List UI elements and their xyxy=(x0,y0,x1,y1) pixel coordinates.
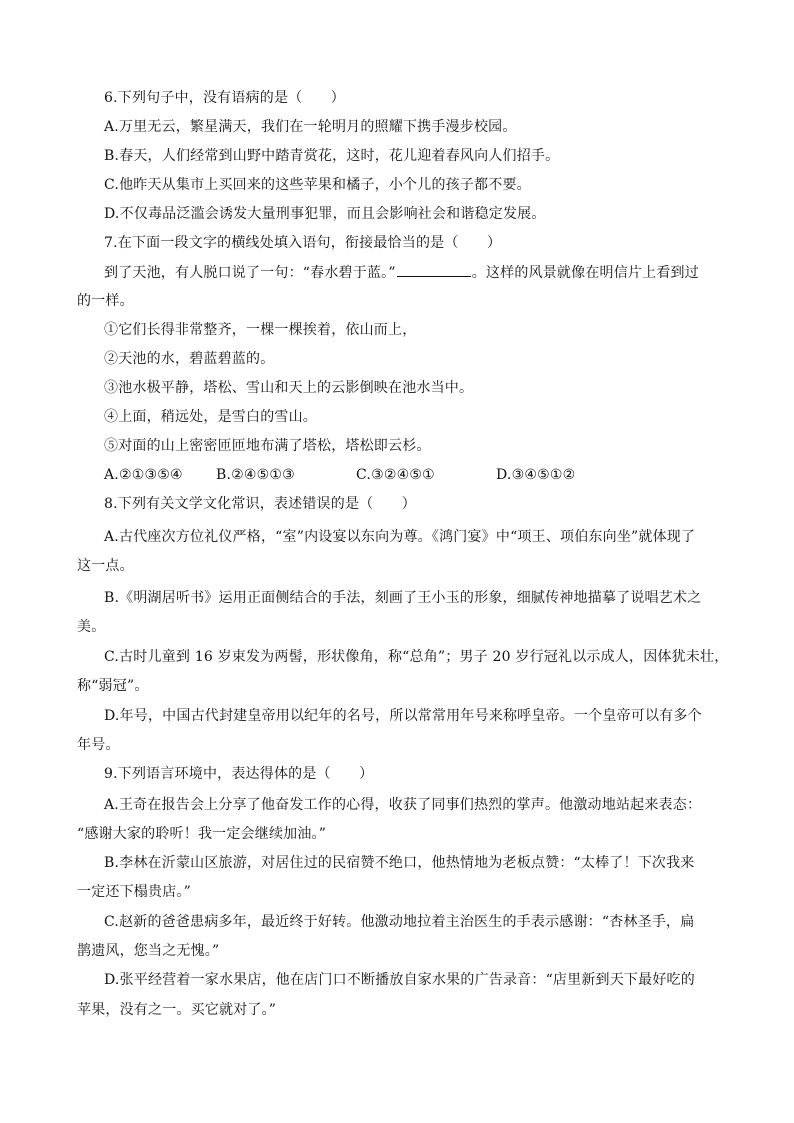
q8-option-b-line1: B.《明湖居听书》运用正面侧结合的手法，刻画了王小玉的形象，细腻传神地描摹了说唱艺术之 xyxy=(104,590,702,606)
q7-sentence-1: ①它们长得非常整齐，一棵一棵挨着，依山而上， xyxy=(104,322,417,338)
q8-option-c-line1: C.古时儿童到 16 岁束发为两髻，形状像角，称“总角”；男子 20 岁行冠礼以示成人，因体犹未壮， xyxy=(104,649,729,665)
q6-stem: 6.下列句子中，没有语病的是（ ） xyxy=(104,90,345,106)
q8-option-d-line1: D.年号，中国古代封建皇帝用以纪年的名号，所以常常用年号来称呼皇帝。一个皇帝可以有多个 xyxy=(104,708,702,724)
q7-option-b: B.②④⑤①③ xyxy=(216,467,295,483)
q7-stem: 7.在下面一段文字的横线处填入语句，衔接最恰当的是（ ） xyxy=(104,235,502,251)
q7-option-d: D.③④⑤①② xyxy=(496,467,576,483)
q8-option-c-line2: 称“弱冠”。 xyxy=(77,678,149,694)
q7-passage-line1 xyxy=(104,262,699,283)
q9-option-b-line1: B.李林在沂蒙山区旅游，对居住过的民宿赞不绝口，他热情地为老板点赞：“太棒了！下次我来 xyxy=(104,855,695,871)
q7-sentence-5: ⑤对面的山上密密匝匝地布满了塔松，塔松即云杉。 xyxy=(104,438,431,454)
q9-option-a-line2: “感谢大家的聆听！我一定会继续加油。” xyxy=(77,826,327,842)
q7-sentence-2: ②天池的水，碧蓝碧蓝的。 xyxy=(104,351,275,367)
q7-passage-after: 。这样的风景就像在明信片上看到过 xyxy=(471,265,699,281)
q9-stem: 9.下列语言环境中，表达得体的是（ ） xyxy=(104,766,374,782)
q7-option-c: C.③②④⑤① xyxy=(356,467,435,483)
q8-option-a-line1: A.古代座次方位礼仪严格，“室”内设宴以东向为尊。《鸿门宴》中“项王、项伯东向坐”就体现了 xyxy=(104,529,696,545)
q8-option-a-line2: 这一点。 xyxy=(77,558,134,574)
q8-stem: 8.下列有关文学文化常识，表述错误的是（ ） xyxy=(104,496,416,512)
q8-option-d-line2: 年号。 xyxy=(77,737,120,753)
q9-option-c-line1: C.赵新的爸爸患病多年，最近终于好转。他激动地拉着主治医生的手表示感谢：“杏林圣手，扁 xyxy=(104,914,695,930)
q6-option-a: A.万里无云，繁星满天，我们在一轮明月的照耀下携手漫步校园。 xyxy=(104,119,517,135)
answer-blank xyxy=(397,262,471,277)
q9-option-b-line2: 一定还下榻贵店。” xyxy=(77,884,191,900)
q9-option-a-line1: A.王奇在报告会上分享了他奋发工作的心得，收获了同事们热烈的掌声。他激动地站起来表态： xyxy=(104,797,702,813)
q7-passage-before: 到了天池，有人脱口说了一句：“春水碧于蓝。” xyxy=(104,265,396,281)
q7-sentence-4: ④上面，稍远处，是雪白的雪山。 xyxy=(104,409,317,425)
q6-option-b: B.春天，人们经常到山野中踏青赏花，这时，花儿迎着春风向人们招手。 xyxy=(104,148,560,164)
q8-option-b-line2: 美。 xyxy=(77,619,106,635)
q7-option-a: A.②①③⑤④ xyxy=(104,467,183,483)
q9-option-c-line2: 鹊遗风，您当之无愧。” xyxy=(77,943,220,959)
q9-option-d-line1: D.张平经营着一家水果店，他在店门口不断播放自家水果的广告录音：“店里新到天下最好吃的 xyxy=(104,972,695,988)
q7-passage-line2: 的一样。 xyxy=(77,293,134,309)
q6-option-c: C.他昨天从集市上买回来的这些苹果和橘子，小个儿的孩子都不要。 xyxy=(104,177,531,193)
q6-option-d: D.不仅毒品泛滥会诱发大量刑事犯罪，而且会影响社会和谐稳定发展。 xyxy=(104,206,546,222)
q9-option-d-line2: 苹果，没有之一。买它就对了。” xyxy=(77,1002,277,1018)
q7-sentence-3: ③池水极平静，塔松、雪山和天上的云影倒映在池水当中。 xyxy=(104,380,474,396)
